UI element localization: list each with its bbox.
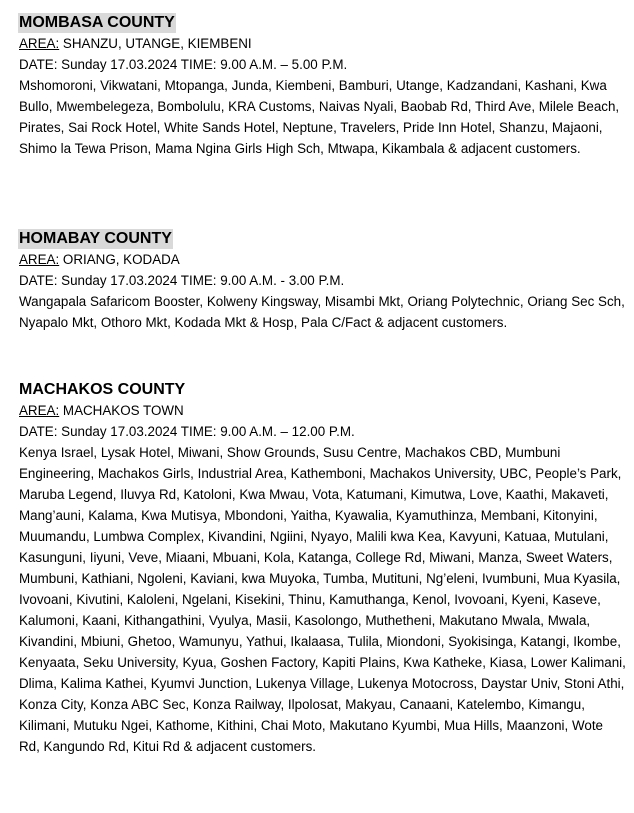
area-value: ORIANG, KODADA: [62, 252, 180, 267]
area-label: AREA:: [19, 403, 60, 418]
area-line: [19, 33, 627, 54]
area-label: AREA:: [19, 36, 60, 51]
county-heading: HOMABAY COUNTY: [19, 230, 172, 247]
date-line: DATE: Sunday 17.03.2024 TIME: 9.00 A.M. – 5.00 P.M.: [19, 57, 348, 72]
affected-areas: Mshomoroni, Vikwatani, Mtopanga, Junda, Kiembeni, Bamburi, Utange, Kadzandani, Kashani, Kwa Bullo, Mwembelegeza, Bombolulu, KRA Customs, Naivas Nyali, Baobab Rd, Third Ave, Milele Beach, Pirates, Sai Rock Hotel, White Sands Hotel, Neptune, Travelers, Pride Inn Hotel, Shanzu, Majaoni, Shimo la Tewa Prison, Mama Ngina Girls High Sch, Mtwapa, Kikambala & adjacent customers.: [19, 78, 620, 156]
affected-areas: Wangapala Safaricom Booster, Kolweny Kingsway, Misambi Mkt, Oriang Polytechnic, Oriang Sec Sch, Nyapalo Mkt, Othoro Mkt, Kodada Mkt & Hosp, Pala C/Fact & adjacent customers.: [19, 294, 625, 330]
area-line: [19, 400, 627, 421]
section-homabay: [19, 229, 627, 333]
area-value: SHANZU, UTANGE, KIEMBENI: [62, 36, 252, 51]
area-value: MACHAKOS TOWN: [62, 403, 184, 418]
affected-areas: Kenya Israel, Lysak Hotel, Miwani, Show Grounds, Susu Centre, Machakos CBD, Mumbuni Engineering, Machakos Girls, Industrial Area, Kathemboni, Machakos University, UBC, People’s Park, Maruba Legend, Iluvya Rd, Katoloni, Kwa Mwau, Vota, Katumani, Kimutwa, Love, Kaathi, Makaveti, Mang’auni, Kalama, Kwa Mutisya, Mbondoni, Yaitha, Kyawalia, Kyamuthinza, Membani, Kitonyini,: [19, 445, 622, 523]
date-line: DATE: Sunday 17.03.2024 TIME: 9.00 A.M. - 3.00 P.M.: [19, 273, 345, 288]
affected-areas-continued: Muumandu, Lumbwa Complex, Kivandini, Ngiini, Nyayo, Malili kwa Kea, Kavyuni, Katuaa, Mutulani, Kasunguni, Iiyuni, Veve, Miaani, Mbuani, Kola, Katanga, College Rd, Miwani, Manza, Sweet Waters, Mumbuni, Kathiani, Ngoleni, Kaviani, kwa Muyoka, Tumba, Mutituni, Ng’eleni, Ivumbuni, Mua Kyasila, Ivovoani, Kivutini, Kaloleni, Ngelani, Kisekini, Thinu, Kamuthanga, Kenol, Ivovoani, Kyeni, Kaseve, Kalumoni, Kaani, Kithangathini, Vyulya, Masii, Kasolongo, Muthetheni, Makutano Mwala, Mwala, Kivandini, Mbiuni, Ghetoo, Wamunyu, Yathui, Ikalaasa, Tulila, Miondoni, Syokisinga, Katangi, Ikombe, Kenyaata, Seku University, Kyua, Goshen Factory, Kapiti Plains, Kwa Katheke, Kiasa, Lower Kalimani, Dlima, Kalima Kathei, Kyumvi Junction, Lukenya Village, Lukenya Motocross, Daystar Univ, Stoni Athi, Konza City, Konza ABC Sec, Konza Railway, Ilpolosat, Makyau, Canaani, Katelembo, Kimangu, Kilimani, Mutuku Ngei, Kathome, Kithini, Chai Moto, Makutano Kyumbi, Mua Hills, Maanzoni, Wote Rd, Kangundo Rd, Kitui Rd & adjacent customers.: [19, 529, 626, 754]
county-heading: MACHAKOS COUNTY: [19, 381, 186, 398]
section-machakos: [19, 380, 627, 757]
area-line: [19, 249, 627, 270]
section-mombasa: [19, 13, 627, 159]
county-heading: MOMBASA COUNTY: [19, 14, 175, 31]
date-line: DATE: Sunday 17.03.2024 TIME: 9.00 A.M. – 12.00 P.M.: [19, 424, 355, 439]
area-label: AREA:: [19, 252, 60, 267]
